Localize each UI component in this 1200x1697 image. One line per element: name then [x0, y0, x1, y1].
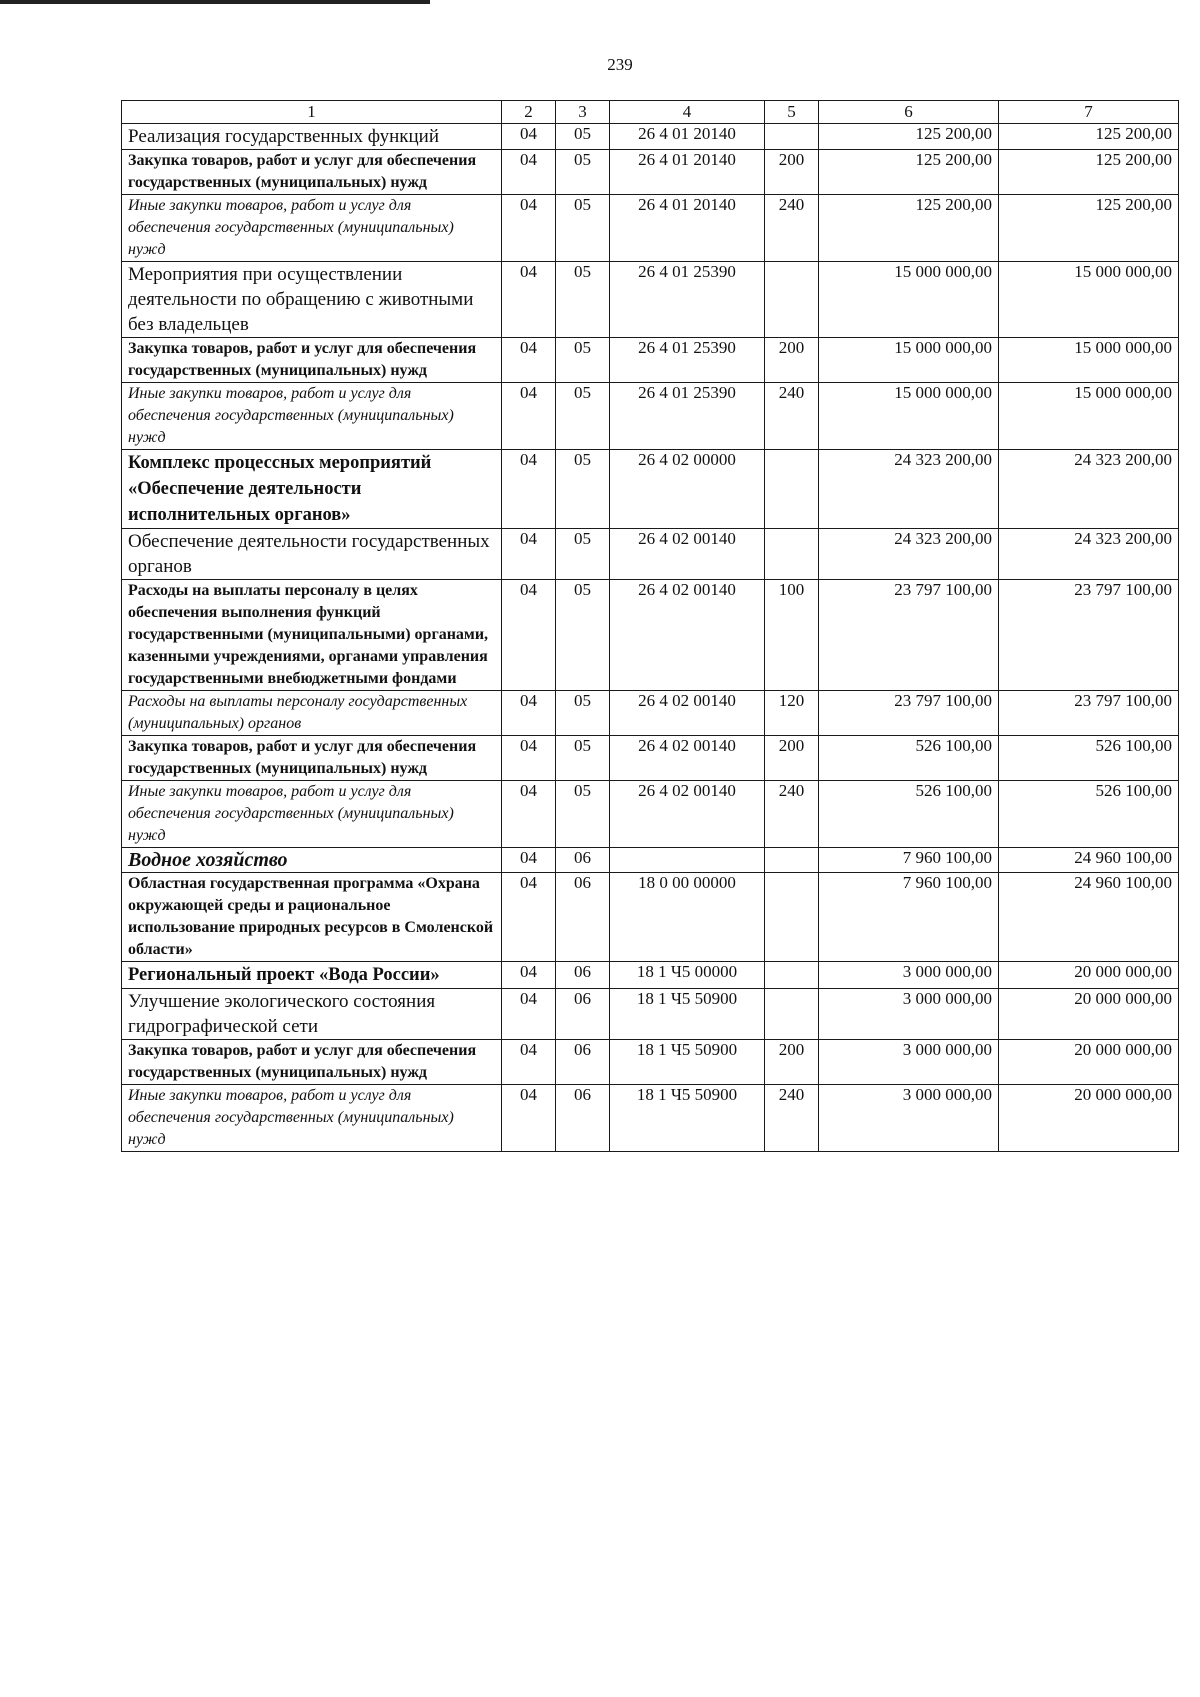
- section-code-cell: 04: [502, 962, 556, 989]
- amount-year1-cell: 24 323 200,00: [819, 529, 999, 580]
- table-row: [122, 989, 1179, 1040]
- expense-name: Региональный проект «Вода России»: [128, 965, 440, 985]
- amount-year2-cell: 125 200,00: [999, 195, 1179, 262]
- section-code-cell: 04: [502, 450, 556, 529]
- section-code-cell: 04: [502, 1040, 556, 1085]
- amount-year2-cell: 125 200,00: [999, 124, 1179, 150]
- expense-name-cell: [122, 529, 502, 580]
- subsection-code-cell: 06: [556, 1040, 610, 1085]
- table-row: [122, 691, 1179, 736]
- target-article-cell: 26 4 02 00000: [610, 450, 765, 529]
- amount-year1-cell: 15 000 000,00: [819, 338, 999, 383]
- table-row: [122, 962, 1179, 989]
- amount-year1-cell: 24 323 200,00: [819, 450, 999, 529]
- expense-name: Расходы на выплаты персоналу в целях обеспечения выполнения функций государственными (муниципальными) органами, казенными учреждениями, органами управления государственными внебюджетными фондами: [128, 582, 489, 687]
- amount-year2-cell: 15 000 000,00: [999, 262, 1179, 338]
- table-row: [122, 529, 1179, 580]
- expense-name: Водное хозяйство: [128, 849, 288, 871]
- table-row: [122, 195, 1179, 262]
- expense-name: Улучшение экологического состояния гидрографической сети: [128, 991, 436, 1037]
- table-row: [122, 124, 1179, 150]
- amount-year2-cell: 526 100,00: [999, 736, 1179, 781]
- table-row: [122, 736, 1179, 781]
- expense-type-cell: 120: [765, 691, 819, 736]
- amount-year1-cell: 23 797 100,00: [819, 580, 999, 691]
- expense-name: Закупка товаров, работ и услуг для обеспечения государственных (муниципальных) нужд: [128, 1042, 477, 1081]
- target-article-cell: 26 4 01 20140: [610, 150, 765, 195]
- header-cell: 1: [122, 101, 502, 124]
- target-article-cell: 18 1 Ч5 50900: [610, 989, 765, 1040]
- subsection-code-cell: 06: [556, 873, 610, 962]
- section-code-cell: 04: [502, 195, 556, 262]
- header-cell: 3: [556, 101, 610, 124]
- table-row: [122, 338, 1179, 383]
- expense-name-cell: [122, 691, 502, 736]
- amount-year2-cell: 15 000 000,00: [999, 338, 1179, 383]
- expense-name: Комплекс процессных мероприятий «Обеспечение деятельности исполнительных органов»: [128, 453, 432, 525]
- target-article-cell: 26 4 01 20140: [610, 124, 765, 150]
- subsection-code-cell: 05: [556, 338, 610, 383]
- amount-year1-cell: 125 200,00: [819, 150, 999, 195]
- target-article-cell: 18 1 Ч5 50900: [610, 1085, 765, 1152]
- expense-type-cell: 100: [765, 580, 819, 691]
- section-code-cell: 04: [502, 383, 556, 450]
- expense-type-cell: 200: [765, 736, 819, 781]
- amount-year1-cell: 7 960 100,00: [819, 873, 999, 962]
- expense-name-cell: [122, 848, 502, 873]
- expense-type-cell: [765, 450, 819, 529]
- expense-name: Мероприятия при осуществлении деятельности по обращению с животными без владельцев: [128, 264, 474, 335]
- expense-name-cell: [122, 150, 502, 195]
- target-article-cell: 18 1 Ч5 50900: [610, 1040, 765, 1085]
- section-code-cell: 04: [502, 338, 556, 383]
- expense-name: Иные закупки товаров, работ и услуг для обеспечения государственных (муниципальных) нужд: [128, 385, 454, 446]
- expense-name: Иные закупки товаров, работ и услуг для обеспечения государственных (муниципальных) нужд: [128, 197, 454, 258]
- section-code-cell: 04: [502, 781, 556, 848]
- subsection-code-cell: 05: [556, 736, 610, 781]
- expense-name: Закупка товаров, работ и услуг для обеспечения государственных (муниципальных) нужд: [128, 340, 477, 379]
- amount-year1-cell: 526 100,00: [819, 736, 999, 781]
- subsection-code-cell: 05: [556, 150, 610, 195]
- header-cell: 5: [765, 101, 819, 124]
- table-row: [122, 262, 1179, 338]
- amount-year1-cell: 125 200,00: [819, 124, 999, 150]
- amount-year2-cell: 24 960 100,00: [999, 873, 1179, 962]
- amount-year2-cell: 15 000 000,00: [999, 383, 1179, 450]
- amount-year2-cell: 20 000 000,00: [999, 1040, 1179, 1085]
- header-cell: 2: [502, 101, 556, 124]
- subsection-code-cell: 05: [556, 781, 610, 848]
- section-code-cell: 04: [502, 989, 556, 1040]
- expense-name-cell: [122, 989, 502, 1040]
- amount-year2-cell: 20 000 000,00: [999, 989, 1179, 1040]
- expense-name-cell: [122, 873, 502, 962]
- subsection-code-cell: 05: [556, 580, 610, 691]
- expense-type-cell: [765, 529, 819, 580]
- expense-type-cell: 240: [765, 383, 819, 450]
- subsection-code-cell: 05: [556, 383, 610, 450]
- amount-year2-cell: 125 200,00: [999, 150, 1179, 195]
- amount-year1-cell: 15 000 000,00: [819, 383, 999, 450]
- expense-type-cell: 240: [765, 195, 819, 262]
- expense-name-cell: [122, 1085, 502, 1152]
- target-article-cell: [610, 848, 765, 873]
- header-row: [122, 101, 1179, 124]
- subsection-code-cell: 06: [556, 962, 610, 989]
- section-code-cell: 04: [502, 150, 556, 195]
- amount-year1-cell: 3 000 000,00: [819, 1040, 999, 1085]
- subsection-code-cell: 05: [556, 529, 610, 580]
- expense-type-cell: [765, 848, 819, 873]
- header-cell: 4: [610, 101, 765, 124]
- expense-name-cell: [122, 338, 502, 383]
- expense-name: Иные закупки товаров, работ и услуг для обеспечения государственных (муниципальных) нужд: [128, 1087, 454, 1148]
- section-code-cell: 04: [502, 124, 556, 150]
- table-row: [122, 873, 1179, 962]
- amount-year2-cell: 24 323 200,00: [999, 450, 1179, 529]
- expense-name-cell: [122, 450, 502, 529]
- amount-year1-cell: 3 000 000,00: [819, 1085, 999, 1152]
- table-row: [122, 781, 1179, 848]
- section-code-cell: 04: [502, 873, 556, 962]
- subsection-code-cell: 05: [556, 262, 610, 338]
- target-article-cell: 26 4 01 25390: [610, 262, 765, 338]
- expense-name-cell: [122, 580, 502, 691]
- table-row: [122, 150, 1179, 195]
- expense-name-cell: [122, 262, 502, 338]
- expense-name: Закупка товаров, работ и услуг для обеспечения государственных (муниципальных) нужд: [128, 738, 477, 777]
- expense-name: Расходы на выплаты персоналу государственных (муниципальных) органов: [128, 693, 468, 732]
- target-article-cell: 26 4 01 25390: [610, 338, 765, 383]
- subsection-code-cell: 05: [556, 691, 610, 736]
- table-row: [122, 1040, 1179, 1085]
- target-article-cell: 18 0 00 00000: [610, 873, 765, 962]
- header-cell: 6: [819, 101, 999, 124]
- table-row: [122, 848, 1179, 873]
- section-code-cell: 04: [502, 1085, 556, 1152]
- amount-year2-cell: 20 000 000,00: [999, 962, 1179, 989]
- target-article-cell: 26 4 01 20140: [610, 195, 765, 262]
- amount-year1-cell: 7 960 100,00: [819, 848, 999, 873]
- expense-name: Иные закупки товаров, работ и услуг для обеспечения государственных (муниципальных) нужд: [128, 783, 454, 844]
- expense-name-cell: [122, 1040, 502, 1085]
- amount-year2-cell: 24 323 200,00: [999, 529, 1179, 580]
- expense-name-cell: [122, 962, 502, 989]
- target-article-cell: 18 1 Ч5 00000: [610, 962, 765, 989]
- section-code-cell: 04: [502, 262, 556, 338]
- subsection-code-cell: 05: [556, 195, 610, 262]
- expense-type-cell: [765, 262, 819, 338]
- amount-year1-cell: 3 000 000,00: [819, 989, 999, 1040]
- table-row: [122, 383, 1179, 450]
- amount-year1-cell: 23 797 100,00: [819, 691, 999, 736]
- amount-year1-cell: 15 000 000,00: [819, 262, 999, 338]
- section-code-cell: 04: [502, 580, 556, 691]
- expense-type-cell: [765, 873, 819, 962]
- subsection-code-cell: 06: [556, 1085, 610, 1152]
- subsection-code-cell: 06: [556, 989, 610, 1040]
- header-cell: 7: [999, 101, 1179, 124]
- expense-name: Обеспечение деятельности государственных органов: [128, 531, 490, 577]
- expense-name-cell: [122, 124, 502, 150]
- target-article-cell: 26 4 02 00140: [610, 781, 765, 848]
- section-code-cell: 04: [502, 529, 556, 580]
- expense-type-cell: [765, 989, 819, 1040]
- section-code-cell: 04: [502, 848, 556, 873]
- expense-type-cell: 240: [765, 781, 819, 848]
- table-row: [122, 1085, 1179, 1152]
- expense-name: Реализация государственных функций: [128, 126, 439, 147]
- target-article-cell: 26 4 02 00140: [610, 580, 765, 691]
- target-article-cell: 26 4 02 00140: [610, 736, 765, 781]
- expense-type-cell: 200: [765, 1040, 819, 1085]
- target-article-cell: 26 4 02 00140: [610, 691, 765, 736]
- table-row: [122, 450, 1179, 529]
- expense-name-cell: [122, 781, 502, 848]
- expense-type-cell: 240: [765, 1085, 819, 1152]
- expense-type-cell: 200: [765, 150, 819, 195]
- amount-year2-cell: 20 000 000,00: [999, 1085, 1179, 1152]
- target-article-cell: 26 4 01 25390: [610, 383, 765, 450]
- budget-table: [121, 100, 1179, 1152]
- section-code-cell: 04: [502, 736, 556, 781]
- top-rule: [0, 0, 430, 4]
- amount-year1-cell: 526 100,00: [819, 781, 999, 848]
- amount-year2-cell: 24 960 100,00: [999, 848, 1179, 873]
- expense-name: Закупка товаров, работ и услуг для обеспечения государственных (муниципальных) нужд: [128, 152, 477, 191]
- amount-year2-cell: 526 100,00: [999, 781, 1179, 848]
- section-code-cell: 04: [502, 691, 556, 736]
- expense-type-cell: [765, 124, 819, 150]
- expense-name: Областная государственная программа «Охрана окружающей среды и рациональное использование природных ресурсов в Смоленской области»: [128, 875, 494, 958]
- table-row: [122, 580, 1179, 691]
- expense-type-cell: [765, 962, 819, 989]
- expense-type-cell: 200: [765, 338, 819, 383]
- subsection-code-cell: 05: [556, 450, 610, 529]
- amount-year1-cell: 3 000 000,00: [819, 962, 999, 989]
- amount-year2-cell: 23 797 100,00: [999, 691, 1179, 736]
- subsection-code-cell: 06: [556, 848, 610, 873]
- amount-year1-cell: 125 200,00: [819, 195, 999, 262]
- expense-name-cell: [122, 195, 502, 262]
- expense-name-cell: [122, 736, 502, 781]
- target-article-cell: 26 4 02 00140: [610, 529, 765, 580]
- page-number: 239: [607, 55, 633, 74]
- subsection-code-cell: 05: [556, 124, 610, 150]
- expense-name-cell: [122, 383, 502, 450]
- amount-year2-cell: 23 797 100,00: [999, 580, 1179, 691]
